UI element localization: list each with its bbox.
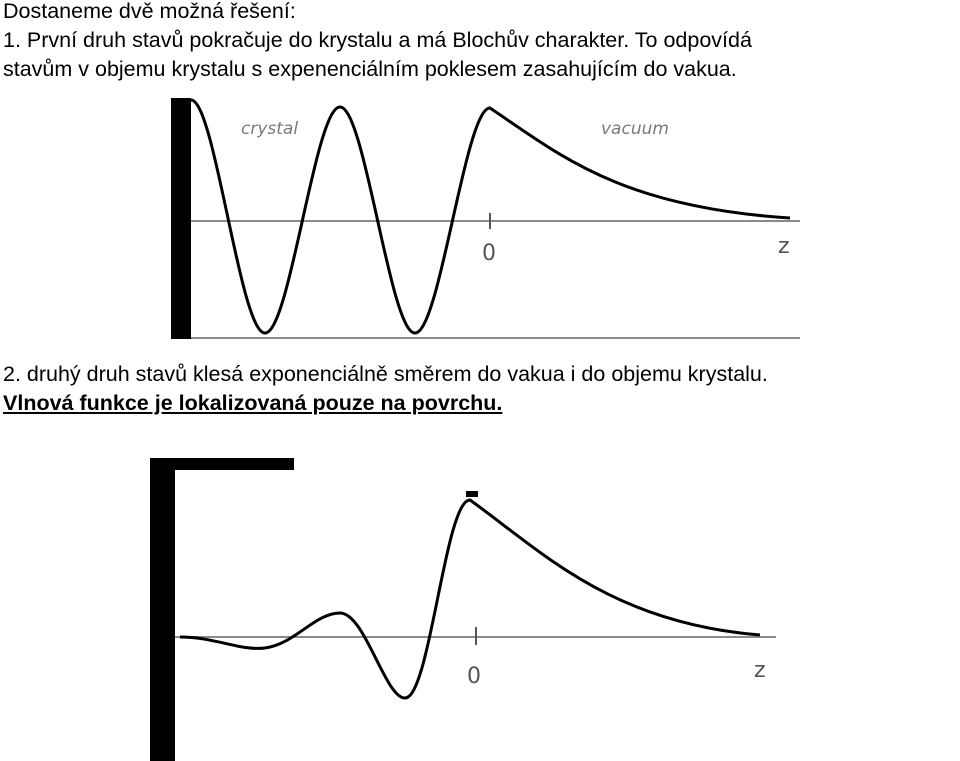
origin-label: 0 bbox=[467, 664, 481, 689]
crystal-label: crystal bbox=[241, 119, 299, 139]
case-one-continuation: stavům v objemu krystalu s expenenciálním poklesem zasahujícím do vakua. bbox=[3, 57, 737, 81]
crystal-surface-wall bbox=[150, 458, 175, 761]
page-cover bbox=[776, 615, 960, 761]
case-two-line: 2. druhý druh stavů klesá exponenciálně směrem do vakua i do objemu krystalu. bbox=[3, 362, 768, 386]
z-axis-label: z bbox=[778, 234, 790, 259]
conclusion-line: Vlnová funkce je lokalizovaná pouze na povrchu. bbox=[3, 391, 503, 415]
origin-label: 0 bbox=[482, 241, 496, 266]
case-one-line: 1. První druh stavů pokračuje do krystalu a má Blochův charakter. To odpovídá bbox=[3, 28, 752, 52]
crystal-surface-top bbox=[150, 458, 294, 470]
intro-line: Dostaneme dvě možná řešení: bbox=[3, 0, 296, 23]
surface-state-diagram bbox=[0, 455, 960, 761]
z-axis-label: z bbox=[754, 658, 766, 683]
crystal-surface-wall bbox=[171, 98, 191, 339]
vacuum-label: vacuum bbox=[601, 119, 669, 139]
peak-mark bbox=[466, 491, 478, 497]
bloch-state-diagram bbox=[0, 95, 960, 345]
